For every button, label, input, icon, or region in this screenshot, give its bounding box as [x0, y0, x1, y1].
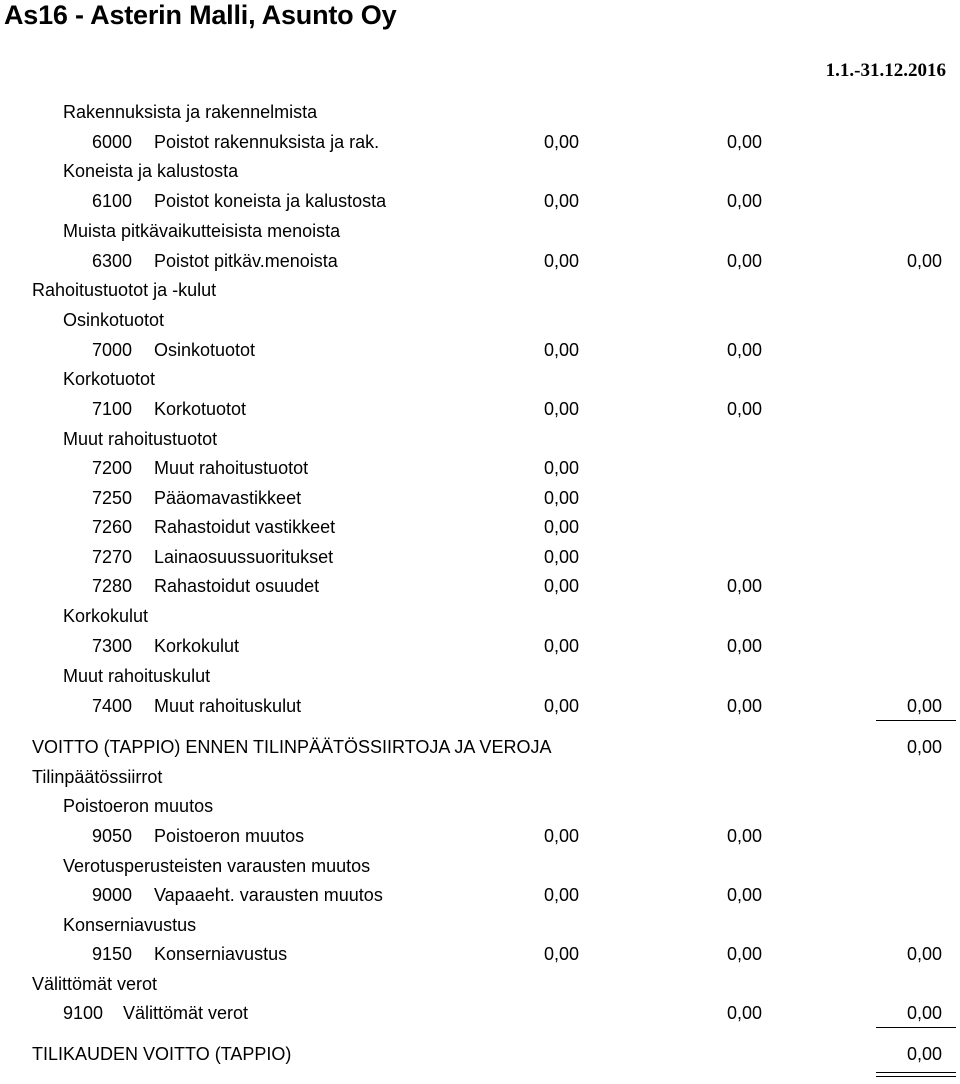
- amount-col-1: 0,00: [543, 576, 579, 596]
- amount-col-3: 0,00: [906, 696, 942, 716]
- amount-col-1: 0,00: [543, 826, 579, 846]
- account-name: Muut rahoitustuotot: [154, 458, 309, 478]
- page-title: As16 - Asterin Malli, Asunto Oy: [4, 0, 397, 30]
- amount-col-3: 0,00: [906, 251, 942, 271]
- account-name: Poistoeron muutos: [154, 826, 305, 846]
- account-row: [0, 398, 960, 428]
- amount-col-2: 0,00: [726, 251, 762, 271]
- account-name: Rahastoidut vastikkeet: [154, 517, 336, 537]
- amount-col-2: 0,00: [726, 340, 762, 360]
- account-name: Pääomavastikkeet: [154, 488, 302, 508]
- section-label: Rakennuksista ja rakennelmista: [63, 102, 318, 122]
- account-row: [0, 943, 960, 973]
- account-name: Poistot pitkäv.menoista: [154, 251, 338, 271]
- account-row: [0, 695, 960, 725]
- account-code: 7260: [92, 517, 133, 537]
- account-name: Osinkotuotot: [154, 340, 256, 360]
- section-heading: [0, 160, 960, 190]
- section-heading: [0, 368, 960, 398]
- account-name: Välittömät verot: [123, 1003, 249, 1023]
- section-label: Konserniavustus: [63, 915, 197, 935]
- section-heading: [0, 428, 960, 458]
- amount-col-2: 0,00: [726, 191, 762, 211]
- section-heading: [0, 914, 960, 944]
- account-code: 9100: [63, 1003, 104, 1023]
- section-heading: [0, 1043, 960, 1073]
- section-heading: [0, 605, 960, 635]
- account-code: 6000: [92, 132, 133, 152]
- amount-col-1: 0,00: [543, 885, 579, 905]
- section-label: Poistoeron muutos: [63, 796, 214, 816]
- amount-col-1: 0,00: [543, 547, 579, 567]
- account-row: [0, 339, 960, 369]
- account-code: 7200: [92, 458, 133, 478]
- account-row: [0, 131, 960, 161]
- amount-col-1: 0,00: [543, 636, 579, 656]
- amount-col-2: 0,00: [726, 885, 762, 905]
- account-name: Konserniavustus: [154, 944, 288, 964]
- section-label: Korkokulut: [63, 606, 149, 626]
- total-underline: [876, 1072, 956, 1073]
- amount-col-1: 0,00: [543, 458, 579, 478]
- account-code: 7300: [92, 636, 133, 656]
- section-heading: [0, 855, 960, 885]
- account-code: 6300: [92, 251, 133, 271]
- account-row: [0, 1002, 960, 1032]
- account-name: Poistot rakennuksista ja rak.: [154, 132, 380, 152]
- total-underline: [876, 1076, 956, 1077]
- amount-col-2: 0,00: [726, 636, 762, 656]
- section-heading: [0, 736, 960, 766]
- account-row: [0, 825, 960, 855]
- amount-col-1: 0,00: [543, 132, 579, 152]
- section-label: Verotusperusteisten varausten muutos: [63, 856, 371, 876]
- account-row: [0, 635, 960, 665]
- amount-col-2: 0,00: [726, 944, 762, 964]
- account-code: 9150: [92, 944, 133, 964]
- account-code: 7400: [92, 696, 133, 716]
- amount-col-2: 0,00: [726, 132, 762, 152]
- section-heading: [0, 665, 960, 695]
- account-name: Muut rahoituskulut: [154, 696, 302, 716]
- account-row: [0, 575, 960, 605]
- report-period: 1.1.-31.12.2016: [825, 60, 946, 81]
- account-row: [0, 546, 960, 576]
- amount-col-1: 0,00: [543, 696, 579, 716]
- account-row: [0, 487, 960, 517]
- section-label: Osinkotuotot: [63, 310, 165, 330]
- amount-col-1: 0,00: [543, 340, 579, 360]
- section-label: Muista pitkävaikutteisista menoista: [63, 221, 341, 241]
- account-row: [0, 250, 960, 280]
- account-code: 7100: [92, 399, 133, 419]
- section-label: Välittömät verot: [32, 974, 158, 994]
- account-row: [0, 516, 960, 546]
- amount-col-1: 0,00: [543, 399, 579, 419]
- account-name: Vapaaeht. varausten muutos: [154, 885, 383, 905]
- section-label: VOITTO (TAPPIO) ENNEN TILINPÄÄTÖSSIIRTOJA JA VEROJA: [32, 737, 552, 757]
- account-name: Rahastoidut osuudet: [154, 576, 320, 596]
- account-code: 7280: [92, 576, 133, 596]
- section-heading: [0, 795, 960, 825]
- section-label: Muut rahoitustuotot: [63, 429, 218, 449]
- account-name: Korkotuotot: [154, 399, 247, 419]
- account-code: 7250: [92, 488, 133, 508]
- amount-col-1: 0,00: [543, 251, 579, 271]
- section-heading: [0, 309, 960, 339]
- section-label: Rahoitustuotot ja -kulut: [32, 280, 217, 300]
- amount-col-2: 0,00: [726, 399, 762, 419]
- account-name: Lainaosuussuoritukset: [154, 547, 334, 567]
- amount-col-1: 0,00: [543, 944, 579, 964]
- account-row: [0, 884, 960, 914]
- section-heading: [0, 766, 960, 796]
- amount-col-1: 0,00: [543, 191, 579, 211]
- account-code: 6100: [92, 191, 133, 211]
- section-label: Koneista ja kalustosta: [63, 161, 239, 181]
- amount-col-3: 0,00: [906, 737, 942, 757]
- account-code: 9050: [92, 826, 133, 846]
- account-row: [0, 190, 960, 220]
- amount-col-2: 0,00: [726, 826, 762, 846]
- section-heading: [0, 101, 960, 131]
- amount-col-2: 0,00: [726, 1003, 762, 1023]
- account-code: 9000: [92, 885, 133, 905]
- total-underline: [876, 1027, 956, 1028]
- section-heading: [0, 220, 960, 250]
- amount-col-3: 0,00: [906, 1044, 942, 1064]
- section-label: Muut rahoituskulut: [63, 666, 211, 686]
- section-label: TILIKAUDEN VOITTO (TAPPIO): [32, 1044, 292, 1064]
- amount-col-3: 0,00: [906, 1003, 942, 1023]
- total-underline: [876, 720, 956, 721]
- account-code: 7270: [92, 547, 133, 567]
- amount-col-2: 0,00: [726, 696, 762, 716]
- section-heading: [0, 279, 960, 309]
- section-label: Korkotuotot: [63, 369, 156, 389]
- amount-col-2: 0,00: [726, 576, 762, 596]
- account-name: Korkokulut: [154, 636, 240, 656]
- amount-col-1: 0,00: [543, 488, 579, 508]
- account-name: Poistot koneista ja kalustosta: [154, 191, 387, 211]
- amount-col-1: 0,00: [543, 517, 579, 537]
- section-heading: [0, 973, 960, 1003]
- account-row: [0, 457, 960, 487]
- amount-col-3: 0,00: [906, 944, 942, 964]
- section-label: Tilinpäätössiirrot: [32, 767, 163, 787]
- account-code: 7000: [92, 340, 133, 360]
